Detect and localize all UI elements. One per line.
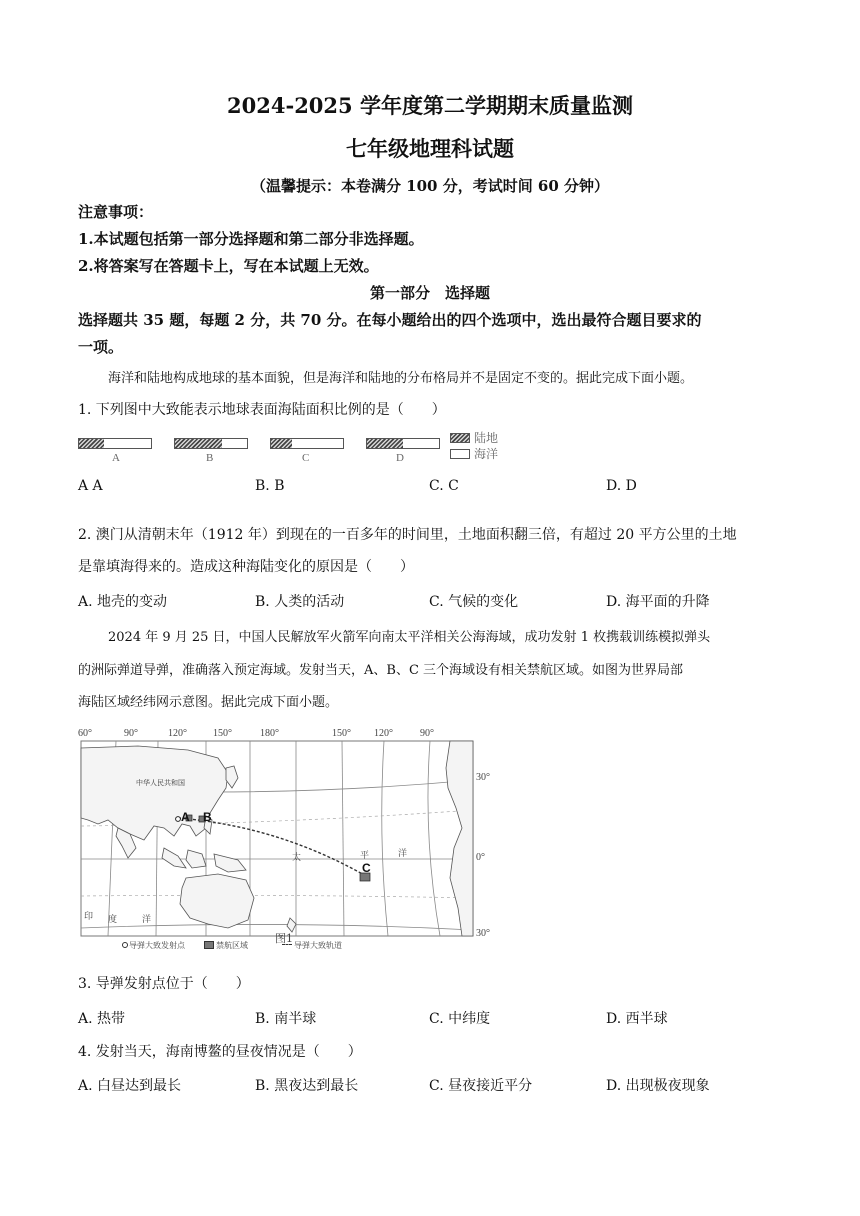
lon-label: 120° — [168, 728, 187, 739]
q1-option-d: D. D — [606, 478, 637, 494]
lon-label: 90° — [124, 728, 138, 739]
legend-land-label: 陆地 — [474, 431, 499, 445]
lat-label: 30° — [476, 928, 490, 939]
legend-launch-icon — [122, 942, 128, 948]
question-3-stem: 3. 导弹发射点位于（ ） — [78, 976, 250, 992]
legend-trajectory-label: 导弹大致轨道 — [294, 941, 342, 950]
lon-label: 150° — [213, 728, 232, 739]
figure-label: 图1 — [275, 932, 293, 945]
q4-option-a: A. 白昼达到最长 — [78, 1078, 182, 1094]
lon-label: 150° — [332, 728, 351, 739]
bar-a-label: A — [112, 452, 120, 464]
section-intro-line2: 一项。 — [78, 338, 124, 356]
q3-option-a: A. 热带 — [78, 1011, 126, 1027]
q1-option-b: B. B — [255, 478, 285, 494]
exam-subtitle: 七年级地理科试题 — [346, 136, 514, 161]
bar-c-label: C — [302, 452, 310, 464]
lon-label-row — [78, 728, 498, 740]
world-map-figure — [78, 728, 498, 956]
china-label: 中华人民共和国 — [136, 779, 185, 787]
indian-label-2: 度 — [108, 915, 118, 925]
q3-option-d: D. 西半球 — [606, 1011, 668, 1027]
bar-d-label: D — [396, 452, 404, 464]
legend-sea-label: 海洋 — [474, 447, 499, 461]
launch-point — [176, 817, 181, 822]
indian-label-1: 印 — [84, 912, 94, 922]
q4-option-b: B. 黑夜达到最长 — [255, 1078, 359, 1094]
question-2-stem-line2: 是靠填海得来的。造成这种海陆变化的原因是（ ） — [78, 559, 414, 575]
q2-option-b: B. 人类的活动 — [255, 594, 345, 610]
lat-label: 0° — [476, 852, 485, 863]
q4-option-d: D. 出现极夜现象 — [606, 1078, 710, 1094]
q2-option-a: A. 地壳的变动 — [78, 594, 168, 610]
legend-no-fly-icon — [204, 941, 214, 949]
section-intro-line1: 选择题共 35 题，每题 2 分，共 70 分。在每小题给出的四个选项中，选出最符合题目要求的 — [78, 311, 702, 329]
point-a-label: A — [181, 810, 190, 824]
q1-option-a: A A — [78, 478, 103, 494]
pacific-label-1: 太 — [292, 853, 302, 863]
bar-a-land — [79, 439, 104, 448]
question-4-stem: 4. 发射当天，海南博鳌的昼夜情况是（ ） — [78, 1044, 362, 1060]
bar-b-land — [175, 439, 222, 448]
bar-a — [78, 438, 152, 449]
passage-1: 海洋和陆地构成地球的基本面貌，但是海洋和陆地的分布格局并不是固定不变的。据此完成下面小题。 — [108, 371, 694, 386]
passage-2-line3: 海陆区域经纬网示意图。据此完成下面小题。 — [78, 695, 339, 710]
map-svg — [78, 728, 498, 956]
point-c-label: C — [362, 861, 371, 875]
exam-tip: （温馨提示：本卷满分 100 分，考试时间 60 分钟） — [250, 177, 610, 195]
passage-2-line2: 的洲际弹道导弹，准确落入预定海域。发射当天，A、B、C 三个海域设有相关禁航区域。如图为世界局部 — [78, 663, 684, 678]
lon-label: 90° — [420, 728, 434, 739]
pacific-label-3: 洋 — [398, 849, 408, 859]
indian-label-3: 洋 — [142, 915, 152, 925]
q4-option-c: C. 昼夜接近平分 — [429, 1078, 533, 1094]
notes-heading: 注意事项： — [78, 203, 154, 221]
bar-b — [174, 438, 248, 449]
q2-option-c: C. 气候的变化 — [429, 594, 519, 610]
pacific-label-2: 平 — [360, 851, 370, 861]
bar-d-land — [367, 439, 403, 448]
legend-sea-swatch — [450, 449, 470, 459]
lon-label: 60° — [78, 728, 92, 739]
q1-option-c: C. C — [429, 478, 459, 494]
legend-no-fly-label: 禁航区域 — [216, 941, 248, 950]
notes-item-1: 1.本试题包括第一部分选择题和第二部分非选择题。 — [78, 230, 424, 248]
q3-option-b: B. 南半球 — [255, 1011, 317, 1027]
q3-option-c: C. 中纬度 — [429, 1011, 491, 1027]
question-2-stem-line1: 2. 澳门从清朝末年（1912 年）到现在的一百多年的时间里，土地面积翻三倍，有超过 20 平方公里的土地 — [78, 527, 737, 543]
bar-b-label: B — [206, 452, 214, 464]
bar-c-land — [271, 439, 292, 448]
notes-item-2: 2.将答案写在答题卡上，写在本试题上无效。 — [78, 257, 379, 275]
exam-title: 2024-2025 学年度第二学期期末质量监测 — [227, 93, 633, 118]
q2-option-d: D. 海平面的升降 — [606, 594, 710, 610]
bar-d — [366, 438, 440, 449]
point-b-label: B — [203, 810, 212, 824]
section-title: 第一部分 选择题 — [369, 284, 490, 302]
lat-label: 30° — [476, 772, 490, 783]
lon-label: 120° — [374, 728, 393, 739]
passage-2-line1: 2024 年 9 月 25 日，中国人民解放军火箭军向南太平洋相关公海海域，成功发射 1 枚携载训练模拟弹头 — [108, 630, 711, 645]
legend-launch-label: 导弹大致发射点 — [129, 941, 185, 950]
lon-label: 180° — [260, 728, 279, 739]
question-1-stem: 1. 下列图中大致能表示地球表面海陆面积比例的是（ ） — [78, 402, 446, 418]
map-legend — [122, 940, 422, 954]
bar-c — [270, 438, 344, 449]
legend-trajectory-icon — [282, 944, 292, 945]
q1-bar-figure — [78, 431, 528, 467]
legend-land-swatch — [450, 433, 470, 443]
